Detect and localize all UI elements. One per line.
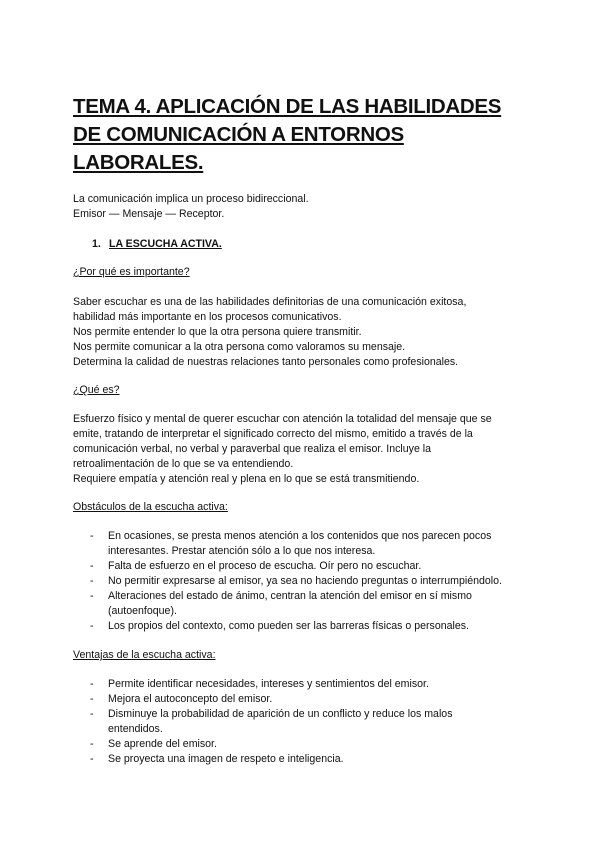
list-item: - Se proyecta una imagen de respeto e inteligencia. — [90, 753, 344, 765]
dash-bullet: - — [90, 693, 94, 705]
title-line: DE COMUNICACIÓN A ENTORNOS — [73, 123, 404, 146]
list-item: - Falta de esfuerzo en el proceso de escucha. Oír pero no escuchar. — [90, 560, 422, 572]
what-line: Esfuerzo físico y mental de querer escuchar con atención la totalidad del mensaje que se — [73, 413, 492, 425]
list-item: - Los propios del contexto, como pueden ser las barreras físicas o personales. — [90, 620, 469, 632]
dash-bullet: - — [90, 708, 94, 720]
why-line: habilidad más importante en los procesos comunicativos. — [73, 311, 342, 323]
dash-bullet: - — [90, 753, 94, 765]
what-paragraph — [73, 412, 543, 487]
obstacles-heading: Obstáculos de la escucha activa: — [73, 501, 228, 513]
list-item: - Mejora el autoconcepto del emisor. — [90, 693, 273, 705]
title-line: LABORALES. — [73, 151, 204, 174]
what-line: retroalimentación de lo que se va entendiendo. — [73, 458, 294, 470]
what-line: comunicación verbal, no verbal y paraverbal que realiza el emisor. Incluye la — [73, 443, 432, 455]
what-heading: ¿Qué es? — [73, 384, 120, 396]
why-line: Saber escuchar es una de las habilidades definitorias de una comunicación exitosa, — [73, 296, 467, 308]
why-heading: ¿Por qué es importante? — [73, 266, 190, 278]
why-line: Nos permite entender lo que la otra persona quiere transmitir. — [73, 326, 362, 338]
advantages-heading: Ventajas de la escucha activa: — [73, 649, 216, 661]
list-item: - Alteraciones del estado de ánimo, centran la atención del emisor en sí mismo (autoenfoque). — [90, 590, 472, 617]
dash-bullet: - — [90, 575, 94, 587]
obstacles-list — [90, 529, 550, 634]
dash-bullet: - — [90, 530, 94, 542]
dash-bullet: - — [90, 590, 94, 602]
list-item: - Permite identificar necesidades, intereses y sentimientos del emisor. — [90, 678, 429, 690]
dash-bullet: - — [90, 620, 94, 632]
section-label: LA ESCUCHA ACTIVA. — [109, 238, 222, 250]
advantages-list — [90, 677, 550, 767]
intro-line: La comunicación implica un proceso bidireccional. — [73, 193, 309, 205]
page-title — [73, 93, 543, 177]
what-line: emite, tratando de interpretar el significado correcto del mismo, emitido a través de la — [73, 428, 473, 440]
why-paragraph — [73, 295, 543, 370]
title-line: TEMA 4. APLICACIÓN DE LAS HABILIDADES — [73, 95, 502, 118]
why-line: Nos permite comunicar a la otra persona como valoramos su mensaje. — [73, 341, 406, 353]
list-item: - En ocasiones, se presta menos atención a los contenidos que nos parecen pocos interesantes. Prestar atención sólo a lo que nos interesa. — [90, 530, 492, 557]
section-heading — [92, 238, 222, 250]
intro-paragraph — [73, 192, 543, 222]
dash-bullet: - — [90, 678, 94, 690]
what-line: Requiere empatía y atención real y plena en lo que se está transmitiendo. — [73, 473, 420, 485]
dash-bullet: - — [90, 560, 94, 572]
dash-bullet: - — [90, 738, 94, 750]
why-line: Determina la calidad de nuestras relaciones tanto personales como profesionales. — [73, 356, 459, 368]
section-number: 1. — [92, 238, 101, 250]
intro-line: Emisor — Mensaje — Receptor. — [73, 208, 225, 220]
list-item: - Se aprende del emisor. — [90, 738, 217, 750]
list-item: - No permitir expresarse al emisor, ya sea no haciendo preguntas o interrumpiéndolo. — [90, 575, 502, 587]
list-item: - Disminuye la probabilidad de aparición de un conflicto y reduce los malos entendidos. — [90, 708, 453, 735]
